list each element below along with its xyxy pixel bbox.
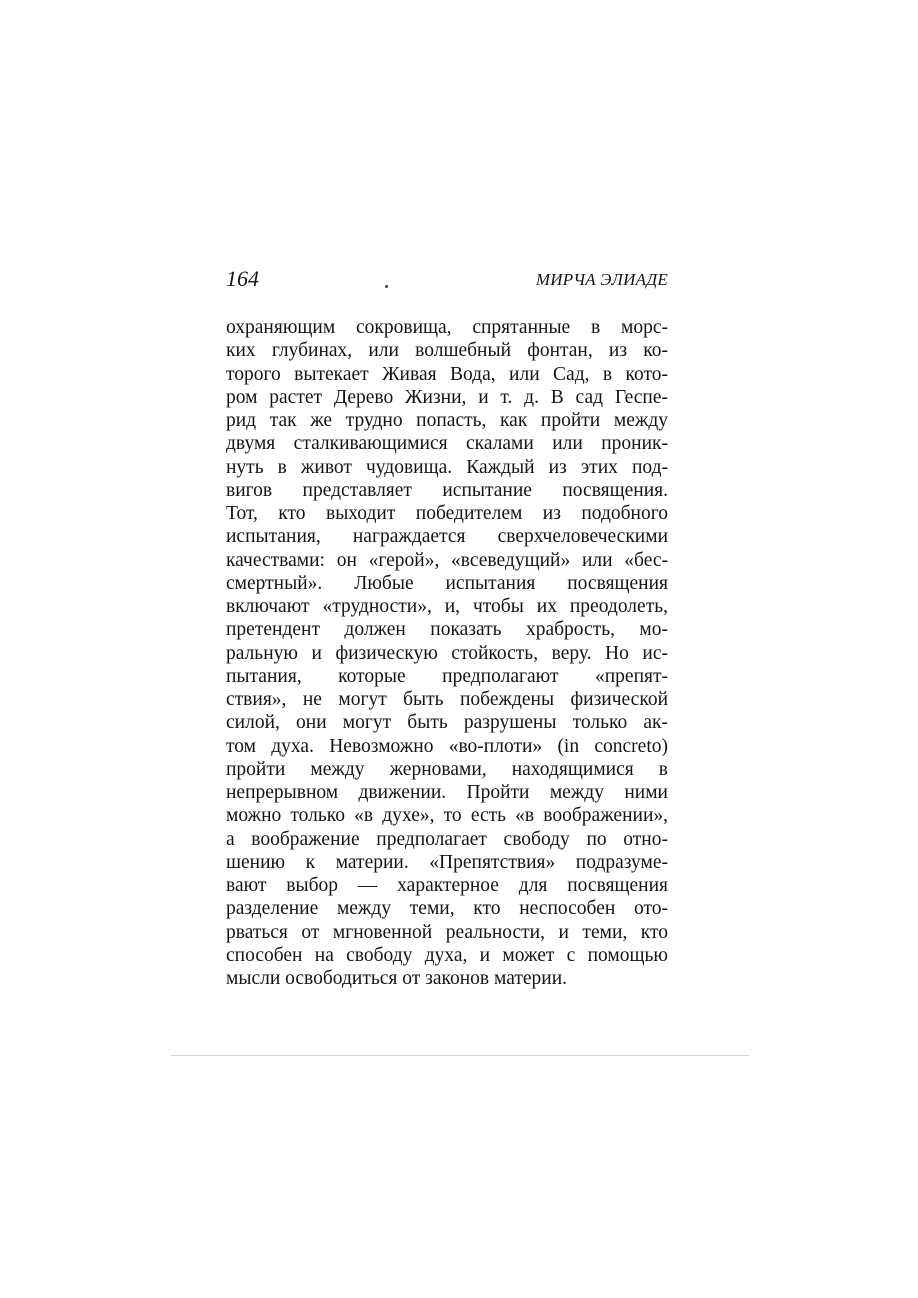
text-line: а воображение предполагает свободу по отно- (226, 828, 668, 850)
text-line: включают «трудности», и, чтобы их преодолеть, (226, 596, 668, 617)
text-line: ральную и физическую стойкость, веру. Но ис- (226, 642, 668, 664)
text-line: разделение между теми, кто неспособен ото- (226, 898, 668, 920)
text-line: пытания, которые предполагают «препят- (226, 665, 668, 687)
text-line: способен на свободу духа, и может с помощью (226, 944, 668, 966)
text-line: рид так же трудно попасть, как пройти между (226, 410, 668, 431)
page-number: 164 (226, 266, 259, 291)
text-line: ствия», не могут быть побеждены физической (226, 689, 668, 710)
text-line: испытания, награждается сверхчеловеческими (226, 526, 668, 548)
text-line: шению к материи. «Препятствия» подразуме- (226, 851, 668, 873)
text-line: нуть в живот чудовища. Каждый из этих под- (226, 456, 668, 478)
text-line: непрерывном движении. Пройти между ними (226, 782, 668, 803)
body-text (226, 316, 668, 990)
text-line: охраняющим сокровища, спрятанные в морс- (226, 317, 668, 338)
print-speck (385, 285, 388, 288)
text-line: торого вытекает Живая Вода, или Сад, в кото- (226, 363, 668, 385)
page-header (226, 266, 668, 292)
text-line: претендент должен показать храбрость, мо- (226, 619, 668, 641)
text-line: ром растет Дерево Жизни, и т. д. В сад Геспе- (226, 386, 668, 408)
running-title: МИРЧА ЭЛИАДЕ (535, 270, 668, 289)
text-line: том духа. Невозможно «во-плоти» (in concreto) (226, 735, 668, 757)
text-line: смертный». Любые испытания посвящения (226, 572, 668, 594)
text-line: мысли освободиться от законов материи. (226, 968, 568, 989)
text-line: рваться от мгновенной реальности, и теми, кто (226, 921, 668, 943)
page-divider (171, 1055, 749, 1056)
text-line: можно только «в духе», то есть «в воображении», (226, 805, 668, 827)
text-line: силой, они могут быть разрушены только ак- (226, 712, 668, 734)
text-line: ких глубинах, или волшебный фонтан, из ко- (226, 340, 668, 362)
text-line: вигов представляет испытание посвящения. (226, 479, 668, 501)
text-line: Тот, кто выходит победителем из подобного (226, 503, 668, 524)
text-line: вают выбор — характерное для посвящения (226, 875, 668, 896)
text-line: качествами: он «герой», «всеведущий» или «бес- (226, 549, 668, 571)
text-line: двумя сталкивающимися скалами или проник- (226, 433, 668, 455)
text-line: пройти между жерновами, находящимися в (226, 758, 668, 780)
